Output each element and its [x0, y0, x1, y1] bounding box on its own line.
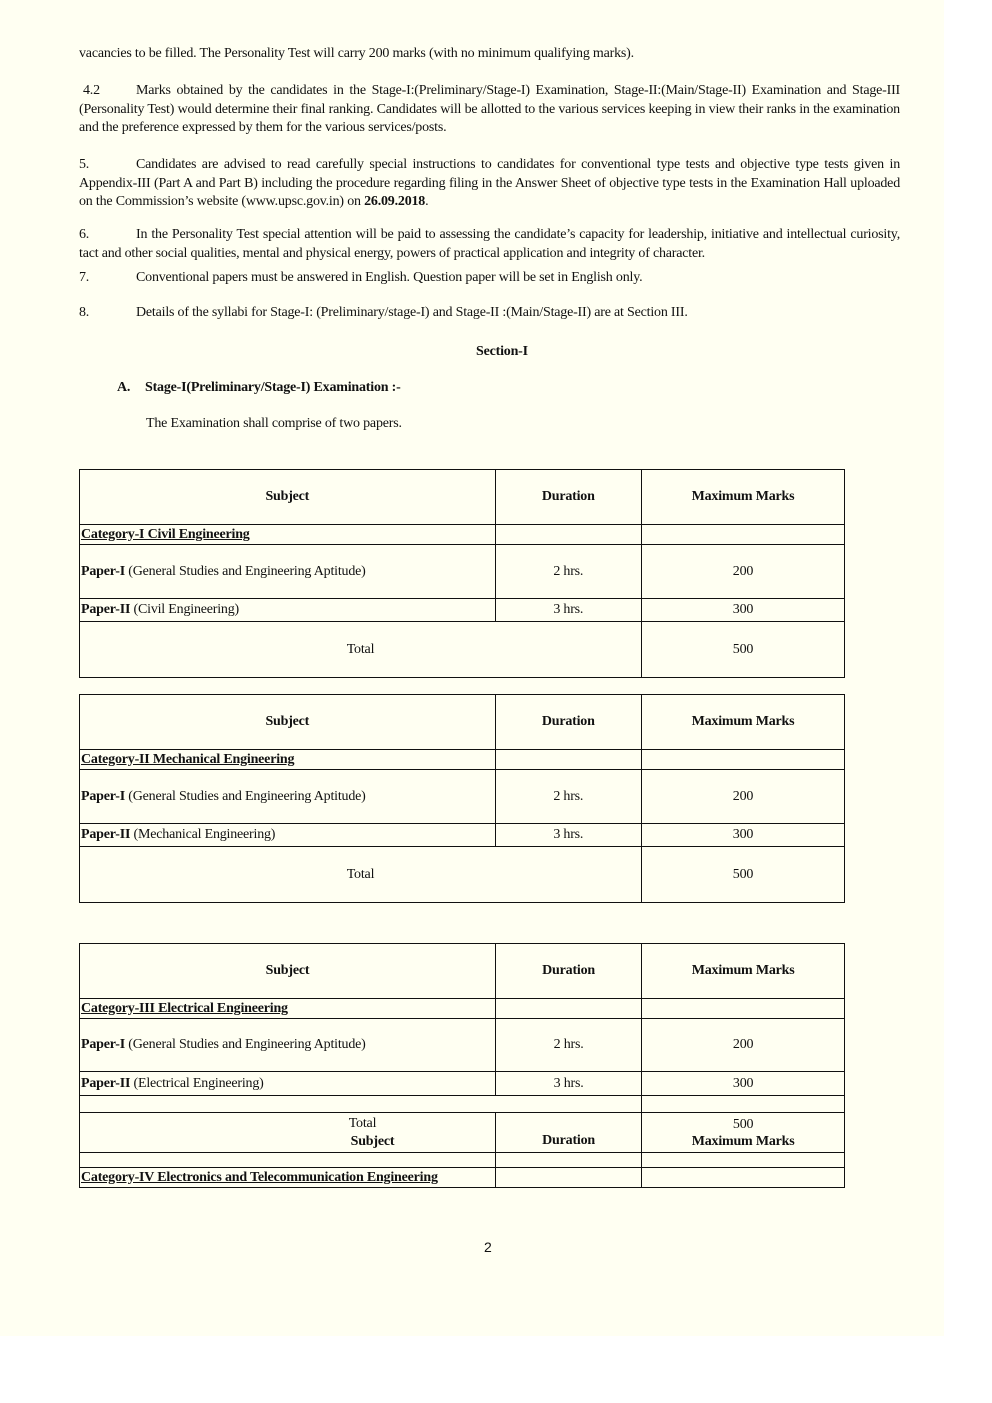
category-label: Category-IV Electronics and Telecommunication Engineering	[80, 1168, 496, 1188]
category-label: Category-III Electrical Engineering	[80, 999, 496, 1019]
exam-table-category-1	[79, 469, 845, 678]
section-title: Section-I	[476, 344, 528, 359]
total-row: Total 500	[80, 622, 845, 678]
paragraph-4-2: 4.2 Marks obtained by the candidates in the Stage-I:(Preliminary/Stage-I) Examination, Stage-II:(Main/Stage-II) Examination and Stage-III (Personality Test) would determine their final ranking. Candidates will be allotted to the various services keeping in view their ranks in the examination and the preference expressed by them for the various services/posts.	[79, 83, 900, 135]
category-label: Category-I Civil Engineering	[80, 525, 496, 545]
header-duration: Duration	[495, 1113, 641, 1153]
table-row: Paper-I (General Studies and Engineering Aptitude) 2 hrs. 200	[80, 1019, 845, 1072]
table-row: Paper-I (General Studies and Engineering Aptitude) 2 hrs. 200	[80, 770, 845, 824]
paragraph-5: 5. Candidates are advised to read carefully special instructions to candidates for conventional type tests and objective type tests given in Appendix-III (Part A and Part B) including the procedure regarding filing in the Answer Sheet of objective type tests in the Examination Hall uploaded on the Commission’s website (www.upsc.gov.in) on 26.09.2018.	[79, 157, 900, 209]
exam-table-category-3	[79, 943, 845, 1188]
header-marks: Maximum Marks	[642, 944, 845, 999]
paragraph-8: 8. Details of the syllabi for Stage-I: (Preliminary/stage-I) and Stage-II :(Main/Stage-II) are at Section III.	[79, 305, 688, 320]
total-and-header-row	[80, 1113, 845, 1153]
header-duration: Duration	[495, 695, 641, 750]
paragraph-continuation: vacancies to be filled. The Personality Test will carry 200 marks (with no minimum qualifying marks).	[79, 46, 634, 61]
header-marks: Maximum Marks	[691, 1133, 795, 1149]
header-subject: Subject	[80, 944, 496, 999]
subsection-heading: A. Stage-I(Preliminary/Stage-I) Examination :-	[117, 380, 401, 395]
category-label: Category-II Mechanical Engineering	[80, 750, 496, 770]
header-marks: Maximum Marks	[641, 470, 844, 525]
header-subject: Subject	[80, 470, 496, 525]
paragraph-6: 6. In the Personality Test special attention will be paid to assessing the candidate’s capacity for leadership, initiative and intellectual curiosity, tact and other social qualities, mental and physical energy, powers of practical application and integrity of character.	[79, 227, 900, 261]
intro-text: The Examination shall comprise of two papers.	[146, 416, 402, 431]
total-row: Total 500	[80, 847, 845, 903]
table-row: Paper-I (General Studies and Engineering Aptitude) 2 hrs. 200	[80, 545, 845, 599]
total-label: Total	[348, 1116, 377, 1131]
table-row: Paper-II (Electrical Engineering) 3 hrs. 300	[80, 1072, 845, 1096]
table-row: Paper-II (Civil Engineering) 3 hrs. 300	[80, 599, 845, 622]
page-number: 2	[484, 1239, 492, 1255]
paragraph-7: 7. Conventional papers must be answered in English. Question paper will be set in English only.	[79, 270, 643, 285]
header-marks: Maximum Marks	[641, 695, 844, 750]
exam-table-category-2	[79, 694, 845, 903]
header-duration: Duration	[495, 944, 641, 999]
table-row: Paper-II (Mechanical Engineering) 3 hrs. 300	[80, 824, 845, 847]
total-marks: 500	[732, 1116, 754, 1132]
header-subject: Subject	[350, 1134, 395, 1149]
header-subject: Subject	[80, 695, 496, 750]
header-duration: Duration	[495, 470, 641, 525]
